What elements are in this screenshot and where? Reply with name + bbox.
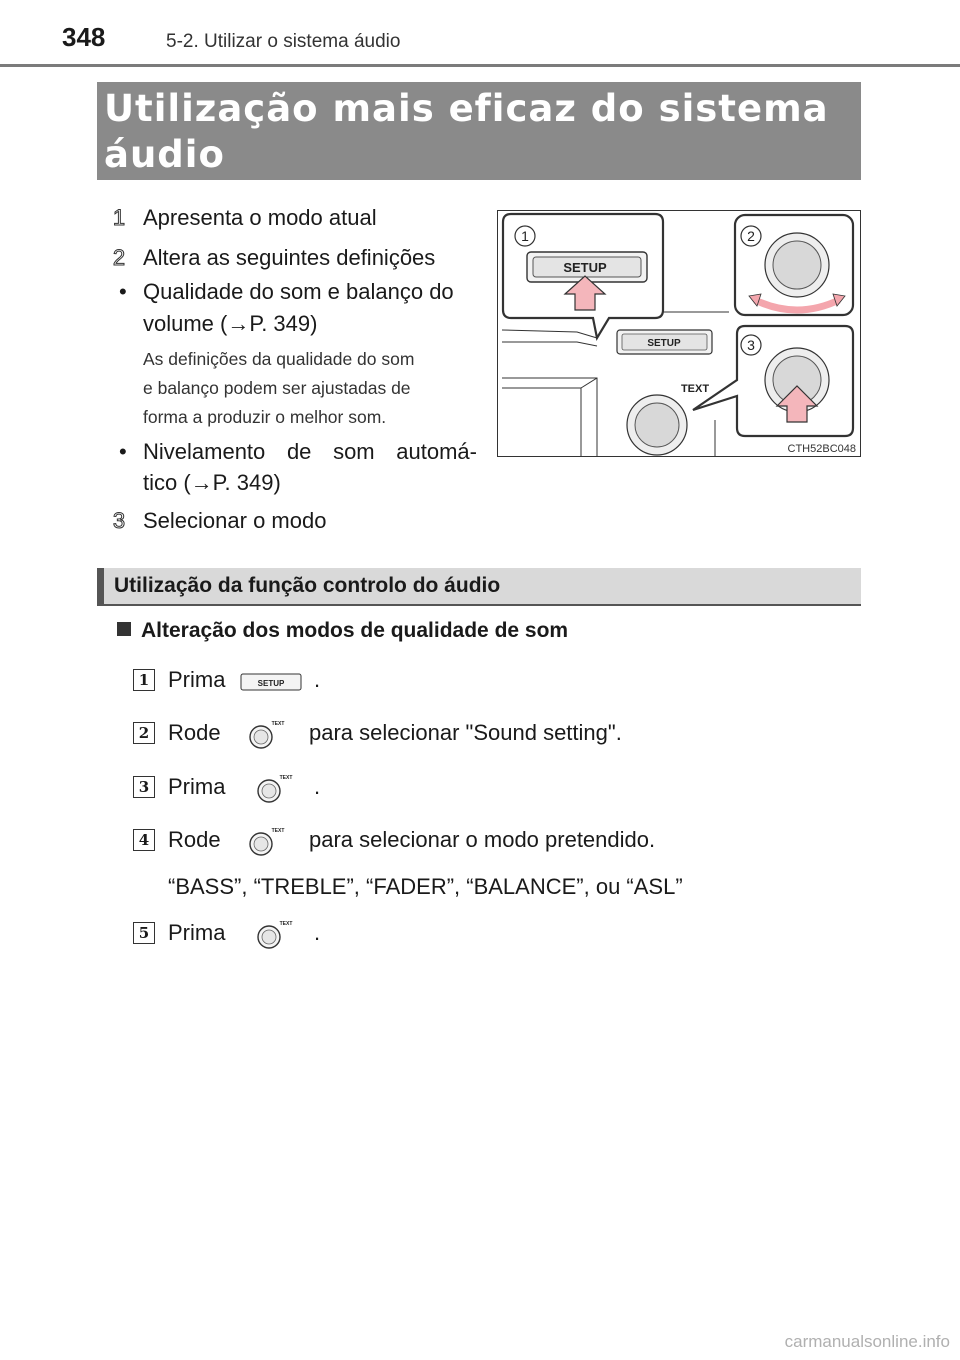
callout-number-1: 1 xyxy=(112,205,126,230)
step-4-verb: Rode xyxy=(168,827,221,852)
callout-2-number: 2 xyxy=(747,228,755,244)
text-icon-label: TEXT xyxy=(271,828,285,834)
page-title-line-1: Utilização mais eficaz do sistema xyxy=(104,87,829,130)
step-number-2: 2 xyxy=(133,722,155,744)
step-number-1: 1 xyxy=(133,669,155,691)
bullet-dot-2: • xyxy=(119,439,127,464)
text-knob-icon xyxy=(245,825,285,857)
square-bullet-icon xyxy=(117,622,131,636)
note-line-1: As definições da qualidade do som xyxy=(143,349,415,369)
setup-button-zoom-label: SETUP xyxy=(563,260,607,275)
callout-text-1: Apresenta o modo atual xyxy=(143,205,377,230)
section-header-bar xyxy=(97,568,861,606)
text-knob-icon xyxy=(253,772,293,804)
step-number-5: 5 xyxy=(133,922,155,944)
header-divider xyxy=(0,64,960,67)
step-5-after: . xyxy=(314,920,321,945)
note-paragraph xyxy=(143,345,477,432)
note-line-2: e balanço podem ser ajustadas de xyxy=(143,378,411,398)
footer-watermark[interactable]: carmanualsonline.info xyxy=(784,1332,950,1351)
bullet-dot-1: • xyxy=(119,279,127,304)
bullet-2-line-2: tico (→P. 349) xyxy=(143,470,281,495)
step-3-after: . xyxy=(314,774,321,799)
bullet-1-line-2: volume (→P. 349) xyxy=(143,311,318,336)
text-knob-icon xyxy=(245,718,285,750)
callout-text-3: Selecionar o modo xyxy=(143,508,327,533)
callout-number-2: 2 xyxy=(112,245,126,270)
bullet-1-line-1: Qualidade do som e balanço do xyxy=(143,279,454,304)
step-3-verb: Prima xyxy=(168,774,226,799)
modes-list: “BASS”, “TREBLE”, “FADER”, “BALANCE”, ou “ASL” xyxy=(168,874,683,899)
chapter-heading: 5-2. Utilizar o sistema áudio xyxy=(166,31,401,52)
callout-text-2: Altera as seguintes definições xyxy=(143,245,436,270)
step-4-after: para selecionar o modo pretendido. xyxy=(309,827,656,852)
setup-button-icon xyxy=(240,672,302,692)
callout-number-3: 3 xyxy=(112,508,126,533)
text-knob-inner xyxy=(635,403,679,447)
step-1-verb: Prima xyxy=(168,667,226,692)
step-number-4: 4 xyxy=(133,829,155,851)
subheading-text: Alteração dos modos de qualidade de som xyxy=(141,619,569,642)
step-1-after: . xyxy=(314,667,321,692)
text-icon-label: TEXT xyxy=(279,775,293,781)
audio-controls-figure xyxy=(497,210,861,457)
figure-caption: CTH52BC048 xyxy=(787,443,856,455)
page-title-banner xyxy=(97,82,861,180)
text-knob-label: TEXT xyxy=(680,383,710,395)
callout-1-number: 1 xyxy=(521,228,529,244)
step-2-verb: Rode xyxy=(168,720,221,745)
step-5-verb: Prima xyxy=(168,920,226,945)
text-icon-label: TEXT xyxy=(271,721,285,727)
text-knob-icon xyxy=(253,918,293,950)
knob-rotate-inner xyxy=(773,241,821,289)
note-line-3: forma a produzir o melhor som. xyxy=(143,407,387,427)
step-number-3: 3 xyxy=(133,776,155,798)
callout-3-number: 3 xyxy=(747,337,755,353)
step-2-after: para selecionar "Sound setting". xyxy=(309,720,622,745)
bullet-2-line-1: Nivelamento de som automá- xyxy=(143,439,477,464)
subheading xyxy=(117,619,568,643)
page-title-line-2: áudio xyxy=(104,133,225,176)
setup-button-panel-label: SETUP xyxy=(647,338,681,349)
page-number: 348 xyxy=(62,22,106,52)
text-icon-label: TEXT xyxy=(279,921,293,927)
setup-icon-label: SETUP xyxy=(257,679,285,688)
section-title: Utilização da função controlo do áudio xyxy=(114,574,501,597)
